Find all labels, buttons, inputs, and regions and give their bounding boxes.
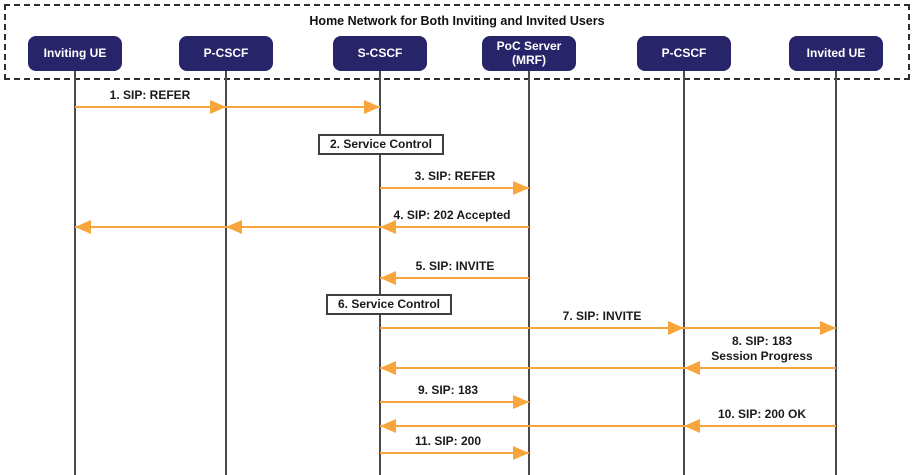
message-arrowhead-icon <box>820 321 836 335</box>
message-arrowhead-icon <box>380 361 396 375</box>
message-label-line: 10. SIP: 200 OK <box>717 407 807 421</box>
entity-box-inviting-ue <box>28 36 122 71</box>
message-label-msg-4-sip-202-accepted <box>394 208 511 223</box>
entity-box-s-cscf <box>333 36 427 71</box>
message-label-line: 4. SIP: 202 Accepted <box>393 208 511 222</box>
message-arrowhead-icon <box>380 419 396 433</box>
message-label-line: 7. SIP: INVITE <box>562 309 642 323</box>
entity-label-line: S-CSCF <box>357 45 403 60</box>
message-arrowhead-icon <box>668 321 684 335</box>
message-line-msg-7-sip-invite <box>380 327 836 329</box>
message-label-msg-9-sip-183 <box>418 383 478 398</box>
message-line-msg-10-sip-200-ok <box>380 425 836 427</box>
entity-label-line: (MRF) <box>512 52 546 67</box>
entity-box-poc-server <box>482 36 576 71</box>
message-arrowhead-icon <box>513 181 529 195</box>
diagram-title: Home Network for Both Inviting and Invited Users <box>309 14 605 28</box>
message-label-line: 3. SIP: REFER <box>414 169 496 183</box>
message-label-line: 1. SIP: REFER <box>109 88 191 102</box>
message-arrowhead-icon <box>75 220 91 234</box>
message-line-msg-1-sip-refer <box>75 106 380 108</box>
entity-label-line: PoC Server <box>496 38 562 53</box>
message-label-msg-11-sip-200 <box>415 434 481 449</box>
entity-box-p-cscf-1 <box>179 36 273 71</box>
message-line-msg-5-sip-invite <box>380 277 529 279</box>
message-line-msg-4-sip-202-accepted <box>75 226 529 228</box>
message-label-line: 11. SIP: 200 <box>414 434 482 448</box>
entity-label-line: P-CSCF <box>203 45 249 60</box>
note-2-service-control: 2. Service Control <box>318 134 444 155</box>
message-arrowhead-icon <box>684 419 700 433</box>
lifeline-p-cscf-2 <box>683 70 685 475</box>
lifeline-inviting-ue <box>74 70 76 475</box>
message-arrowhead-icon <box>380 271 396 285</box>
message-label-line: 5. SIP: INVITE <box>415 259 495 273</box>
home-network-container <box>4 4 910 80</box>
message-label-msg-8-sip-183-session-progress <box>711 334 812 364</box>
entity-label-line: P-CSCF <box>661 45 707 60</box>
entity-box-invited-ue <box>789 36 883 71</box>
message-label-line: Session Progress <box>711 349 813 363</box>
message-line-msg-3-sip-refer <box>380 187 529 189</box>
entity-label-line: Invited UE <box>806 45 866 60</box>
message-label-msg-3-sip-refer <box>415 169 496 184</box>
message-label-line: 8. SIP: 183 <box>731 334 793 348</box>
entity-box-p-cscf-2 <box>637 36 731 71</box>
message-label-line: 9. SIP: 183 <box>417 383 479 397</box>
message-label-msg-10-sip-200-ok <box>718 407 806 422</box>
message-arrowhead-icon <box>210 100 226 114</box>
message-label-msg-1-sip-refer <box>110 88 191 103</box>
lifeline-p-cscf-1 <box>225 70 227 475</box>
message-arrowhead-icon <box>513 395 529 409</box>
message-line-msg-11-sip-200 <box>380 452 529 454</box>
message-arrowhead-icon <box>226 220 242 234</box>
note-6-service-control: 6. Service Control <box>326 294 452 315</box>
message-arrowhead-icon <box>684 361 700 375</box>
entity-label-line: Inviting UE <box>43 45 107 60</box>
message-label-msg-5-sip-invite <box>416 259 495 274</box>
message-arrowhead-icon <box>513 446 529 460</box>
message-arrowhead-icon <box>364 100 380 114</box>
message-label-msg-7-sip-invite <box>563 309 642 324</box>
lifeline-poc-server <box>528 70 530 475</box>
lifeline-invited-ue <box>835 70 837 475</box>
message-line-msg-9-sip-183 <box>380 401 529 403</box>
message-line-msg-8-sip-183-session-progress <box>380 367 836 369</box>
